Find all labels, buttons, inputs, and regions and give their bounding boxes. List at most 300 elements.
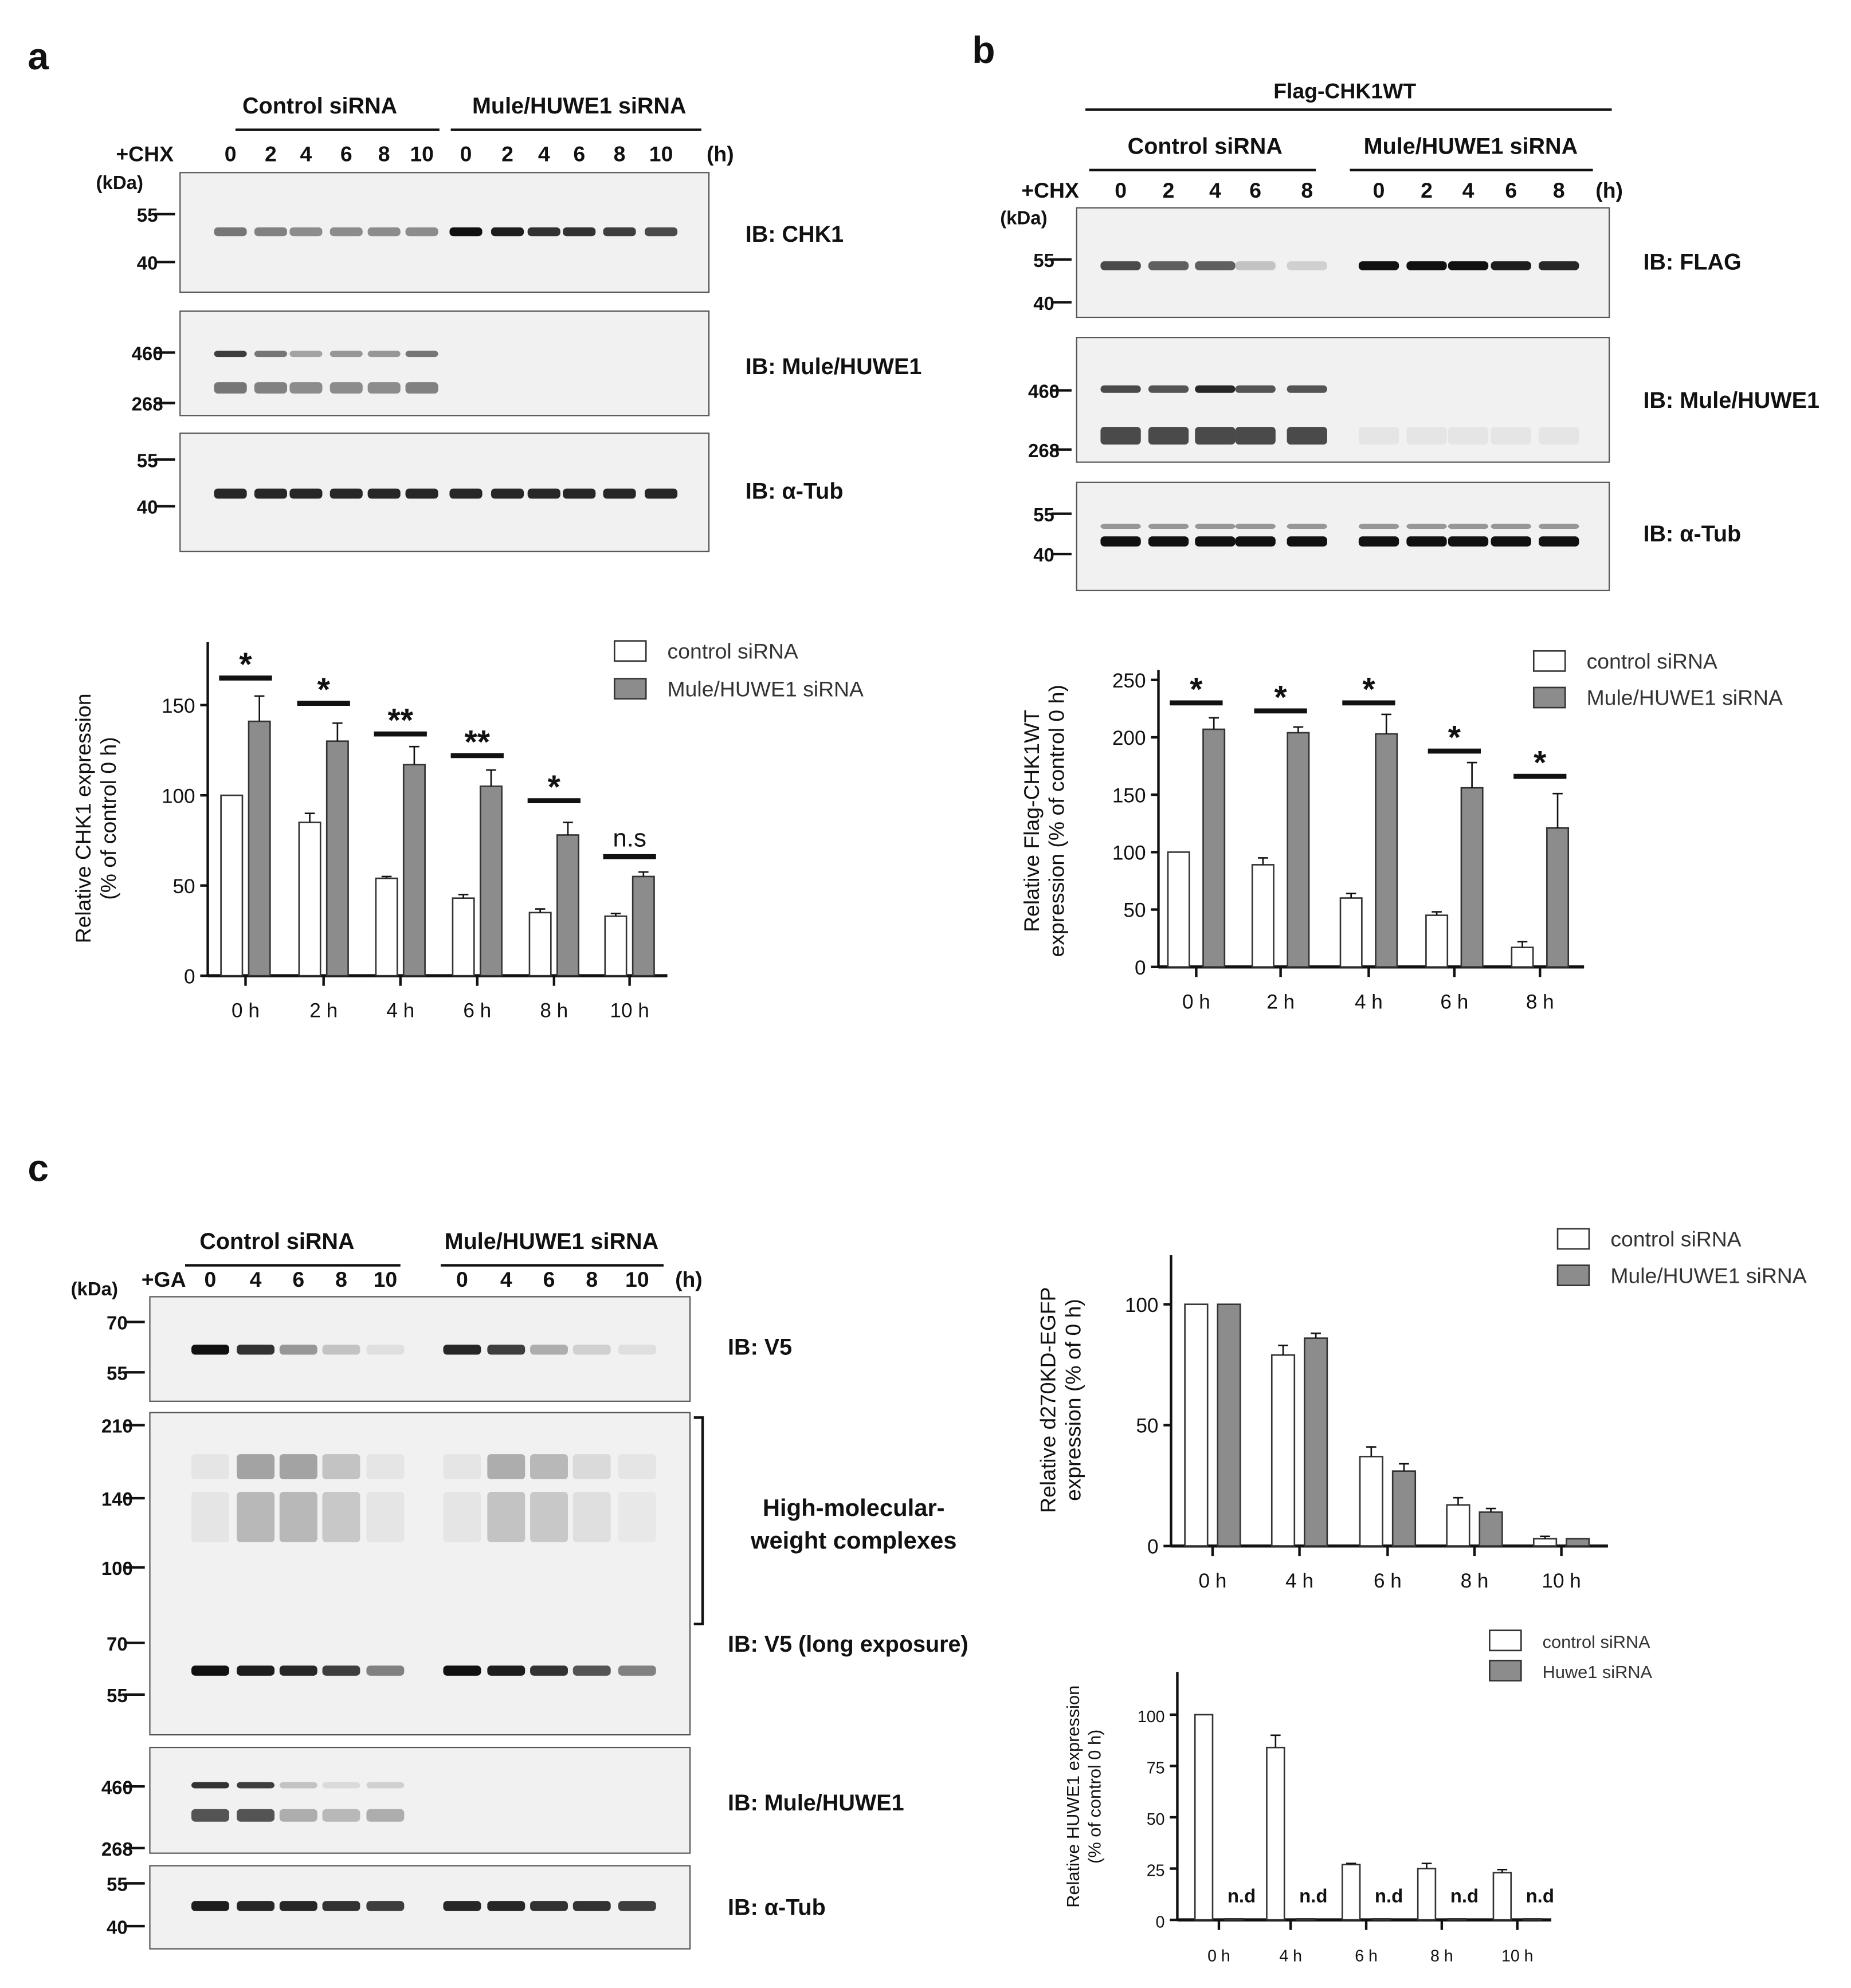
x-tick-label: 6 h <box>1440 991 1469 1013</box>
bar <box>633 877 654 976</box>
x-tick-label: 6 h <box>463 999 492 1022</box>
protein-band <box>1100 427 1140 445</box>
bar <box>1426 916 1447 967</box>
x-tick-label: 0 h <box>1182 991 1210 1013</box>
lane-label: 4 <box>1209 178 1221 203</box>
blot-membrane <box>180 311 709 415</box>
protein-band <box>573 1492 611 1542</box>
bar <box>605 916 626 976</box>
protein-band <box>1448 524 1488 529</box>
protein-band <box>1236 261 1276 270</box>
protein-band <box>491 489 524 499</box>
western-blot <box>1033 482 1741 591</box>
protein-band <box>280 1809 317 1822</box>
protein-band <box>573 1454 611 1479</box>
bar <box>1461 788 1483 967</box>
y-axis-label: expression (% of control 0 h) <box>1044 685 1069 957</box>
protein-band <box>406 382 438 394</box>
x-tick-label: 8 h <box>540 999 568 1022</box>
ib-label: IB: CHK1 <box>745 222 844 247</box>
protein-band <box>191 1345 229 1355</box>
group-label: Mule/HUWE1 siRNA <box>1363 133 1578 159</box>
protein-band <box>254 351 287 357</box>
protein-band <box>487 1492 525 1542</box>
legend-label: control siRNA <box>1542 1632 1650 1652</box>
lane-label: 4 <box>500 1267 512 1291</box>
protein-band <box>443 1901 481 1911</box>
bar <box>1360 1456 1383 1546</box>
mw-marker-label: 460 <box>1028 380 1060 402</box>
lane-label: 6 <box>292 1267 305 1291</box>
protein-band <box>289 382 322 394</box>
x-tick-label: 0 h <box>232 999 260 1022</box>
protein-band <box>1359 536 1399 547</box>
mw-marker-label: 40 <box>1033 292 1054 314</box>
panel-c <box>28 1146 968 1948</box>
lane-label: 6 <box>340 142 352 166</box>
blot-membrane <box>150 1747 690 1853</box>
protein-band <box>1100 524 1140 529</box>
lane-label: 0 <box>224 142 237 166</box>
protein-band <box>366 1665 404 1676</box>
protein-band <box>618 1665 656 1676</box>
x-tick-label: 6 h <box>1373 1570 1402 1593</box>
annotation-line: High-molecular- <box>762 1494 945 1521</box>
annotation-line: weight complexes <box>751 1526 957 1554</box>
y-axis-label: Relative HUWE1 expression <box>1063 1685 1084 1908</box>
protein-band <box>237 1782 274 1788</box>
bar <box>1566 1539 1589 1546</box>
x-tick-label: 8 h <box>1460 1570 1489 1593</box>
nd-annotation: n.d <box>1450 1885 1479 1907</box>
group-label: Mule/HUWE1 siRNA <box>472 93 687 119</box>
protein-band <box>1195 524 1235 529</box>
mw-marker-label: 55 <box>107 1684 128 1706</box>
protein-band <box>191 1809 229 1822</box>
x-tick-label: 6 h <box>1355 1947 1378 1966</box>
legend-label: Mule/HUWE1 siRNA <box>1610 1263 1807 1288</box>
protein-band <box>406 489 438 499</box>
legend-label: control siRNA <box>667 639 798 663</box>
mw-marker-label: 55 <box>1033 504 1054 525</box>
protein-band <box>1148 261 1189 270</box>
protein-band <box>487 1345 525 1355</box>
bar <box>1304 1338 1327 1546</box>
protein-band <box>237 1454 274 1479</box>
significance-label: ** <box>464 724 490 761</box>
western-blot <box>107 1866 826 1949</box>
protein-band <box>214 382 247 394</box>
protein-band <box>254 227 287 236</box>
nd-annotation: n.d <box>1525 1885 1554 1907</box>
lane-label: 8 <box>378 142 390 166</box>
y-tick-label: 75 <box>1146 1759 1165 1778</box>
mw-marker-label: 55 <box>136 204 158 226</box>
lane-label: 0 <box>204 1267 217 1291</box>
protein-band <box>1287 261 1327 270</box>
protein-band <box>368 227 401 236</box>
lane-label: 10 <box>373 1267 398 1291</box>
y-tick-label: 0 <box>1134 956 1146 979</box>
y-tick-label: 0 <box>184 965 195 988</box>
x-tick-label: 4 h <box>1285 1570 1314 1593</box>
protein-band <box>368 382 401 394</box>
protein-band <box>1100 261 1140 270</box>
protein-band <box>1195 536 1235 547</box>
y-tick-label: 25 <box>1146 1861 1165 1880</box>
protein-band <box>1406 261 1446 270</box>
kda-label: (kDa) <box>96 171 143 193</box>
protein-band <box>1287 427 1327 445</box>
lane-label: 4 <box>1462 178 1474 203</box>
protein-band <box>603 489 636 499</box>
protein-band <box>280 1345 317 1355</box>
protein-band <box>289 351 322 357</box>
y-tick-label: 150 <box>1112 784 1146 807</box>
y-axis-label: Relative CHK1 expression <box>71 693 96 944</box>
bar-chart <box>1036 1227 1806 1592</box>
significance-label: * <box>1362 671 1375 708</box>
lane-label: 0 <box>1115 178 1127 203</box>
protein-band <box>289 227 322 236</box>
panel-label: c <box>28 1146 49 1189</box>
protein-band <box>237 1345 274 1355</box>
bar-chart <box>1019 649 1783 1013</box>
bar <box>1185 1305 1208 1546</box>
protein-band <box>330 227 363 236</box>
ib-label: IB: Mule/HUWE1 <box>745 353 922 379</box>
bar <box>1448 1919 1466 1920</box>
group-label: Control siRNA <box>199 1228 355 1254</box>
protein-band <box>530 1665 568 1676</box>
legend-swatch <box>614 679 646 699</box>
protein-band <box>443 1454 481 1479</box>
nd-annotation: n.d <box>1374 1885 1403 1907</box>
kda-label: (kDa) <box>1000 207 1048 229</box>
protein-band <box>368 351 401 357</box>
bar <box>249 721 270 976</box>
bar <box>1376 734 1397 967</box>
significance-label: * <box>1534 744 1547 781</box>
protein-band <box>214 489 247 499</box>
lane-label: 8 <box>1552 178 1565 203</box>
ib-label: IB: α-Tub <box>728 1895 826 1920</box>
y-tick-label: 100 <box>1137 1708 1165 1727</box>
protein-band <box>1448 261 1488 270</box>
x-tick-label: 10 h <box>1501 1947 1534 1966</box>
protein-band <box>1195 386 1235 393</box>
legend-label: Huwe1 siRNA <box>1542 1662 1653 1683</box>
mw-marker-label: 55 <box>1033 250 1054 272</box>
mw-marker-label: 100 <box>101 1558 133 1580</box>
significance-label: * <box>317 671 330 709</box>
protein-band <box>191 1782 229 1788</box>
significance-label: * <box>1448 719 1461 756</box>
lane-label: 4 <box>300 142 312 166</box>
legend-label: Mule/HUWE1 siRNA <box>1586 685 1783 710</box>
protein-band <box>487 1901 525 1911</box>
protein-band <box>330 382 363 394</box>
protein-band <box>323 1492 360 1542</box>
western-blot <box>137 172 844 292</box>
y-axis-label: (% of control 0 h) <box>1084 1729 1105 1864</box>
significance-label: * <box>1274 679 1287 716</box>
protein-band <box>645 227 677 236</box>
lane-label: 6 <box>1249 178 1262 203</box>
western-blot <box>101 1413 968 1735</box>
protein-band <box>366 1809 404 1822</box>
legend-swatch <box>1534 687 1565 708</box>
protein-band <box>214 351 247 357</box>
protein-band <box>1359 261 1399 270</box>
protein-band <box>1491 524 1531 529</box>
lane-label: 8 <box>1301 178 1313 203</box>
treatment-label: +GA <box>141 1267 186 1291</box>
protein-band <box>1100 536 1140 547</box>
bar <box>403 765 425 976</box>
lane-label: 10 <box>649 142 673 166</box>
protein-band <box>1539 427 1579 445</box>
x-tick-label: 2 h <box>1266 991 1295 1013</box>
protein-band <box>323 1809 360 1822</box>
protein-band <box>1491 427 1531 445</box>
lane-label: 6 <box>573 142 586 166</box>
protein-band <box>1448 536 1488 547</box>
panel-b <box>972 29 1819 591</box>
lane-label: 4 <box>249 1267 262 1291</box>
bar <box>1493 1873 1511 1920</box>
bar <box>1447 1505 1470 1546</box>
protein-band <box>449 489 482 499</box>
y-axis-label: expression (% of 0 h) <box>1061 1299 1085 1502</box>
lane-label: 2 <box>1162 178 1175 203</box>
protein-band <box>366 1454 404 1479</box>
mw-marker-label: 140 <box>101 1488 133 1510</box>
x-tick-label: 10 h <box>610 999 649 1022</box>
mw-marker-label: 268 <box>131 393 163 415</box>
panel-a <box>28 35 921 552</box>
time-unit: (h) <box>1595 178 1623 203</box>
y-axis-label: Relative Flag-CHK1WT <box>1019 709 1044 932</box>
protein-band <box>491 227 524 236</box>
panel-label: b <box>972 29 995 72</box>
mw-marker-label: 460 <box>101 1777 133 1798</box>
mw-marker-label: 40 <box>1033 544 1054 566</box>
protein-band <box>366 1492 404 1542</box>
group-label: Control siRNA <box>1127 133 1283 159</box>
western-blot <box>107 1296 792 1401</box>
protein-band <box>191 1665 229 1676</box>
bar <box>1168 852 1189 967</box>
legend-swatch <box>1534 651 1565 671</box>
western-blot <box>132 311 922 415</box>
significance-label: n.s <box>613 824 646 852</box>
lane-label: 2 <box>1421 178 1433 203</box>
y-tick-label: 200 <box>1112 727 1146 750</box>
bar <box>1393 1471 1415 1546</box>
protein-band <box>1236 536 1276 547</box>
protein-band <box>1236 427 1276 445</box>
y-tick-label: 100 <box>161 785 195 808</box>
protein-band <box>530 1345 568 1355</box>
y-tick-label: 50 <box>1146 1810 1165 1829</box>
protein-band <box>443 1492 481 1542</box>
mw-marker-label: 55 <box>136 450 158 472</box>
protein-band <box>618 1454 656 1479</box>
bracket <box>694 1417 703 1624</box>
group-label: Control siRNA <box>242 93 398 119</box>
protein-band <box>237 1901 274 1911</box>
protein-band <box>603 227 636 236</box>
protein-band <box>280 1901 317 1911</box>
y-tick-label: 100 <box>1124 1294 1159 1317</box>
y-tick-label: 0 <box>1155 1913 1165 1932</box>
bar <box>1524 1919 1542 1920</box>
bar <box>480 786 501 976</box>
protein-band <box>1406 536 1446 547</box>
nd-annotation: n.d <box>1227 1885 1256 1907</box>
lane-label: 6 <box>543 1267 555 1291</box>
protein-band <box>1406 524 1446 529</box>
ib-label: IB: Mule/HUWE1 <box>728 1790 904 1816</box>
x-tick-label: 2 h <box>309 999 338 1022</box>
x-tick-label: 4 h <box>1355 991 1383 1013</box>
ib-label: IB: α-Tub <box>1643 521 1742 547</box>
protein-band <box>1539 536 1579 547</box>
significance-label: * <box>239 646 252 683</box>
bar <box>1218 1305 1241 1546</box>
protein-band <box>1100 386 1140 393</box>
protein-band <box>191 1901 229 1911</box>
bar <box>1480 1512 1503 1546</box>
y-tick-label: 50 <box>1123 899 1146 922</box>
lane-label: 8 <box>586 1267 598 1291</box>
western-blot <box>1028 337 1819 462</box>
mw-marker-label: 210 <box>101 1415 133 1437</box>
protein-band <box>618 1492 656 1542</box>
protein-band <box>645 489 677 499</box>
protein-band <box>366 1345 404 1355</box>
protein-band <box>1406 427 1446 445</box>
lane-label: 2 <box>265 142 277 166</box>
protein-band <box>443 1665 481 1676</box>
protein-band <box>443 1345 481 1355</box>
mw-marker-label: 40 <box>107 1916 128 1938</box>
lane-label: 8 <box>613 142 626 166</box>
bar <box>530 913 551 976</box>
mw-marker-label: 40 <box>136 252 158 274</box>
ib-label: IB: Mule/HUWE1 <box>1643 388 1820 414</box>
protein-band <box>289 489 322 499</box>
bar <box>1195 1715 1213 1920</box>
significance-label: * <box>547 769 560 806</box>
mw-marker-label: 55 <box>107 1362 128 1384</box>
bar <box>327 741 348 976</box>
protein-band <box>323 1665 360 1676</box>
treatment-label: +CHX <box>1021 178 1079 203</box>
bar <box>1266 1747 1284 1920</box>
bar <box>1297 1919 1315 1920</box>
protein-band <box>573 1345 611 1355</box>
mw-marker-label: 55 <box>107 1873 128 1895</box>
protein-band <box>280 1665 317 1676</box>
x-tick-label: 8 h <box>1430 1947 1453 1966</box>
bar-chart <box>71 639 864 1021</box>
protein-band <box>254 382 287 394</box>
protein-band <box>530 1901 568 1911</box>
significance-label: * <box>1190 671 1203 708</box>
treatment-label: +CHX <box>116 142 174 166</box>
protein-band <box>280 1492 317 1542</box>
bar <box>1512 948 1533 967</box>
bar-chart <box>1063 1631 1652 1966</box>
protein-band <box>1287 386 1327 393</box>
mw-marker-label: 268 <box>1028 439 1060 461</box>
protein-band <box>1287 524 1327 529</box>
protein-band <box>573 1901 611 1911</box>
protein-band <box>1539 524 1579 529</box>
x-tick-label: 0 h <box>1207 1947 1230 1966</box>
legend-label: Mule/HUWE1 siRNA <box>667 677 864 701</box>
y-tick-label: 50 <box>172 875 195 898</box>
y-tick-label: 100 <box>1112 842 1146 865</box>
ib-label: IB: FLAG <box>1643 249 1742 275</box>
protein-band <box>1236 524 1276 529</box>
protein-band <box>1448 427 1488 445</box>
protein-band <box>563 489 595 499</box>
protein-band <box>528 489 560 499</box>
bar <box>1252 865 1273 967</box>
x-tick-label: 8 h <box>1525 991 1554 1013</box>
bar <box>221 795 242 976</box>
panel-label: a <box>28 35 49 78</box>
y-tick-label: 250 <box>1112 669 1146 692</box>
y-tick-label: 50 <box>1136 1415 1159 1437</box>
bar <box>1547 828 1568 967</box>
kda-label: (kDa) <box>70 1278 118 1300</box>
bar <box>1534 1539 1556 1546</box>
bar <box>557 835 578 976</box>
y-axis-label: Relative d270KD-EGFP <box>1036 1287 1060 1513</box>
mw-marker-label: 70 <box>107 1633 128 1655</box>
mw-marker-label: 70 <box>107 1312 128 1334</box>
lane-label: 6 <box>1505 178 1517 203</box>
y-axis-label: (% of control 0 h) <box>96 737 121 900</box>
bar <box>1272 1355 1295 1546</box>
lane-label: 0 <box>1372 178 1385 203</box>
protein-band <box>366 1901 404 1911</box>
protein-band <box>1148 427 1189 445</box>
mw-marker-label: 460 <box>131 343 163 364</box>
western-blot <box>137 433 844 552</box>
ib-label: IB: V5 (long exposure) <box>728 1632 968 1657</box>
ib-label: IB: V5 <box>728 1334 793 1360</box>
protein-band <box>1195 427 1235 445</box>
y-tick-label: 150 <box>161 694 195 717</box>
protein-band <box>406 351 438 357</box>
protein-band <box>280 1782 317 1788</box>
protein-band <box>573 1665 611 1676</box>
legend-label: control siRNA <box>1586 649 1717 674</box>
time-unit: (h) <box>675 1267 703 1291</box>
ib-label: IB: α-Tub <box>745 478 844 504</box>
protein-band <box>368 489 401 499</box>
protein-band <box>618 1901 656 1911</box>
legend-swatch <box>1558 1266 1589 1286</box>
protein-band <box>1491 261 1531 270</box>
western-blot <box>101 1747 904 1860</box>
protein-band <box>530 1492 568 1542</box>
